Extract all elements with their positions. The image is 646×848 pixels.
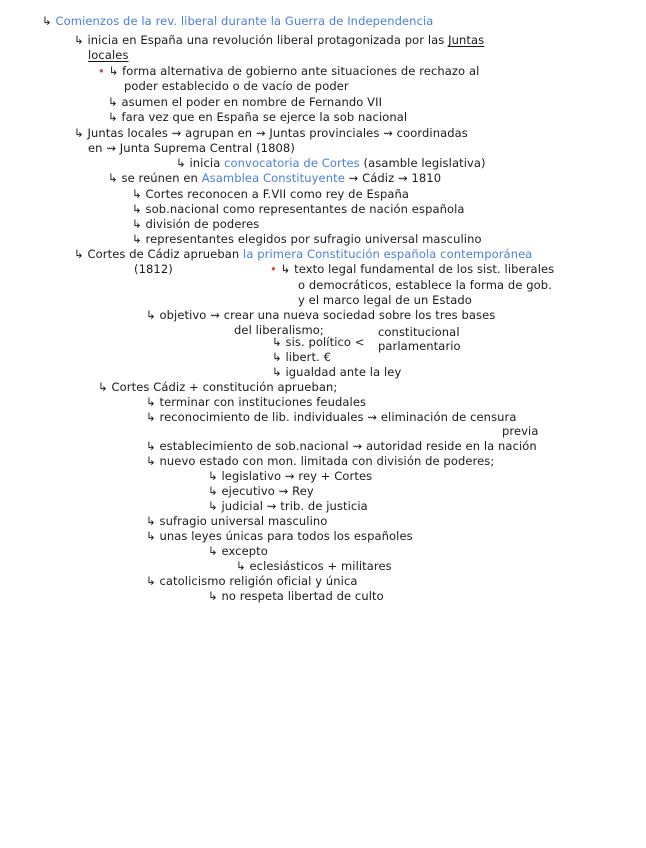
note-line: ↳ catolicismo religión oficial y única [146,574,358,588]
note-line: ↳ fara vez que en España se ejerce la sob nacional [108,110,408,124]
red-bullet: • [270,262,277,276]
note-line: ↳ división de poderes [132,217,260,231]
note-line: ↳ establecimiento de sob.nacional ⇝ autoridad reside en la nación [146,439,537,453]
note-line: en ⇝ Junta Suprema Central (1808) [88,141,295,155]
highlight-term: convocatoria de Cortes [224,156,360,170]
note-line: ↳ se reúnen en Asamblea Constituyente ⇝ Cádiz ⇝ 1810 [108,171,442,185]
note-line: previa [502,424,539,438]
year-label: (1812) [134,262,173,276]
note-line: ↳ Juntas locales ⇝ agrupan en ⇝ Juntas provinciales ⇝ coordinadas [74,126,468,140]
note-line: ↳ Cortes de Cádiz aprueban la primera Constitución española contemporánea [74,247,533,261]
note-line: ↳ libert. € [272,350,332,364]
note-line: ↳ nuevo estado con mon. limitada con división de poderes; [146,454,495,468]
note-line: ↳ eclesiásticos + militares [236,559,392,573]
note-line: ↳ sob.nacional como representantes de nación española [132,202,465,216]
note-line: o democráticos, establece la forma de gob. [298,278,552,292]
note-line: • ↳ forma alternativa de gobierno ante situaciones de rechazo al [98,64,480,78]
note-line: ↳ no respeta libertad de culto [208,589,384,603]
red-bullet: • [98,64,105,78]
note-line: • ↳ texto legal fundamental de los sist. liberales [270,262,555,276]
note-line: ↳ inicia convocatoria de Cortes (asamble legislativa) [176,156,486,170]
note-line: parlamentario [378,339,461,353]
note-line: del liberalismo; [234,323,324,337]
note-line: ↳ judicial ⇝ trib. de justicia [208,499,368,513]
note-line: ↳ ejecutivo ⇝ Rey [208,484,314,498]
highlight-term: la primera Constitución española contemporánea [243,247,533,261]
title-arrow: ↳ [42,14,56,28]
note-line: ↳ asumen el poder en nombre de Fernando VII [108,95,383,109]
note-line: ↳ representantes elegidos por sufragio universal masculino [132,232,482,246]
note-line: y el marco legal de un Estado [298,293,472,307]
highlight-term: Asamblea Constituyente [201,171,345,185]
title-line [42,14,433,28]
note-line: poder establecido o de vacío de poder [124,79,349,93]
underlined-term: Juntas [448,33,485,47]
note-line: constitucional [378,325,460,339]
note-line: ↳ inicia en España una revolución liberal protagonizada por las Juntas [74,33,485,47]
note-line: ↳ reconocimiento de lib. individuales ⇝ eliminación de censura [146,410,517,424]
note-line: ↳ legislativo ⇝ rey + Cortes [208,469,373,483]
note-line: ↳ Cortes reconocen a F.VII como rey de España [132,187,410,201]
note-line: ↳ terminar con instituciones feudales [146,395,367,409]
note-line: ↳ unas leyes únicas para todos los españoles [146,529,413,543]
note-line: ↳ sufragio universal masculino [146,514,328,528]
section-title: Comienzos de la rev. liberal durante la Guerra de Independencia [55,14,434,28]
note-line: ↳ sis. político < [272,335,365,349]
note-line: ↳ Cortes Cádiz + constitución aprueban; [98,380,338,394]
note-line: ↳ objetivo ⇝ crear una nueva sociedad sobre los tres bases [146,308,496,322]
note-line: locales [88,48,129,62]
note-line: ↳ excepto [208,544,268,558]
note-line: ↳ igualdad ante la ley [272,365,402,379]
